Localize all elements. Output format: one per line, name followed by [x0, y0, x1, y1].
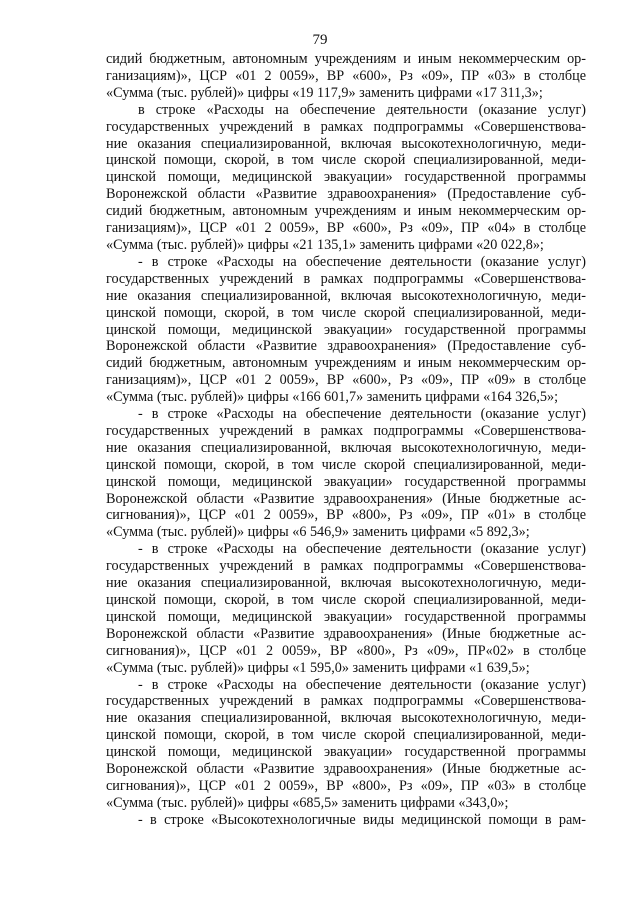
text-line: государственных учреждений в рамках подпрограммы «Совершенствова- [106, 422, 586, 439]
document-body [106, 51, 586, 829]
text-line: ние оказания специализированной, включая высокотехнологичную, меди- [106, 287, 586, 304]
paragraph-continuation [106, 51, 586, 102]
page-number: 79 [312, 32, 328, 48]
paragraph-item [106, 812, 586, 829]
text-line: Воронежской области «Развитие здравоохранения» (Иные бюджетные ас- [106, 625, 586, 642]
text-line: Воронежской области «Развитие здравоохранения» (Предоставление суб- [106, 186, 586, 203]
text-line: цинской помощи, медицинской эвакуации» государственной программы [106, 608, 586, 625]
text-line: - в строке «Высокотехнологичные виды медицинской помощи в рам- [138, 811, 586, 828]
paragraph-item [106, 541, 586, 676]
text-line: - в строке «Расходы на обеспечение деятельности (оказание услуг) [138, 676, 586, 693]
text-line: цинской помощи, медицинской эвакуации» государственной программы [106, 473, 586, 490]
text-line: сидий бюджетным, автономным учреждениям и иным некоммерческим ор- [106, 355, 586, 372]
text-line: «Сумма (тыс. рублей)» цифры «166 601,7» заменить цифрами «164 326,5»; [106, 389, 559, 406]
text-line: государственных учреждений в рамках подпрограммы «Совершенствова- [106, 693, 586, 710]
text-line: - в строке «Расходы на обеспечение деятельности (оказание услуг) [138, 541, 586, 558]
text-line: Воронежской области «Развитие здравоохранения» (Иные бюджетные ас- [106, 761, 586, 778]
text-line: - в строке «Расходы на обеспечение деятельности (оказание услуг) [138, 406, 586, 423]
text-line: ганизациям)», ЦСР «01 2 0059», ВР «600», Рз «09», ПР «09» в столбце [106, 372, 586, 389]
text-line: ние оказания специализированной, включая высокотехнологичную, меди- [106, 439, 586, 456]
text-line: «Сумма (тыс. рублей)» цифры «6 546,9» заменить цифрами «5 892,3»; [106, 524, 530, 541]
text-line: цинской помощи, скорой, в том числе скорой специализированной, меди- [106, 727, 586, 744]
text-line: сигнования)», ЦСР «01 2 0059», ВР «800», Рз «09», ПР «01» в столбце [106, 507, 586, 524]
text-line: «Сумма (тыс. рублей)» цифры «21 135,1» заменить цифрами «20 022,8»; [106, 236, 544, 253]
text-line: ние оказания специализированной, включая высокотехнологичную, меди- [106, 135, 586, 152]
text-line: государственных учреждений в рамках подпрограммы «Совершенствова- [106, 118, 586, 135]
text-line: сигнования)», ЦСР «01 2 0059», ВР «800», Рз «09», ПР«02» в столбце [106, 642, 586, 659]
paragraph-item [106, 406, 586, 541]
text-line: цинской помощи, медицинской эвакуации» государственной программы [106, 169, 586, 186]
text-line: сидий бюджетным, автономным учреждениям и иным некоммерческим ор- [106, 203, 586, 220]
text-line: «Сумма (тыс. рублей)» цифры «685,5» заменить цифрами «343,0»; [106, 794, 509, 811]
text-line: государственных учреждений в рамках подпрограммы «Совершенствова- [106, 270, 586, 287]
text-line: в строке «Расходы на обеспечение деятельности (оказание услуг) [138, 101, 586, 118]
text-line: ние оказания специализированной, включая высокотехнологичную, меди- [106, 575, 586, 592]
text-line: ние оказания специализированной, включая высокотехнологичную, меди- [106, 710, 586, 727]
text-line: - в строке «Расходы на обеспечение деятельности (оказание услуг) [138, 253, 586, 270]
paragraph-item [106, 254, 586, 406]
text-line: Воронежской области «Развитие здравоохранения» (Иные бюджетные ас- [106, 490, 586, 507]
text-line: цинской помощи, медицинской эвакуации» государственной программы [106, 321, 586, 338]
text-line: цинской помощи, медицинской эвакуации» государственной программы [106, 744, 586, 761]
text-line: цинской помощи, скорой, в том числе скорой специализированной, меди- [106, 456, 586, 473]
text-line: цинской помощи, скорой, в том числе скорой специализированной, меди- [106, 592, 586, 608]
text-line: государственных учреждений в рамках подпрограммы «Совершенствова- [106, 558, 586, 575]
text-line: «Сумма (тыс. рублей)» цифры «19 117,9» заменить цифрами «17 311,3»; [106, 84, 543, 101]
paragraph-item [106, 677, 586, 812]
text-line: сигнования)», ЦСР «01 2 0059», ВР «800», Рз «09», ПР «03» в столбце [106, 777, 586, 794]
text-line: цинской помощи, скорой, в том числе скорой специализированной, меди- [106, 152, 586, 169]
text-line: цинской помощи, скорой, в том числе скорой специализированной, меди- [106, 304, 586, 321]
text-line: сидий бюджетным, автономным учреждениям и иным некоммерческим ор- [106, 51, 586, 67]
text-line: ганизациям)», ЦСР «01 2 0059», ВР «600», Рз «09», ПР «03» в столбце [106, 67, 586, 84]
text-line: ганизациям)», ЦСР «01 2 0059», ВР «600», Рз «09», ПР «04» в столбце [106, 220, 586, 237]
paragraph-item [106, 102, 586, 254]
text-line: «Сумма (тыс. рублей)» цифры «1 595,0» заменить цифрами «1 639,5»; [106, 659, 530, 676]
text-line: Воронежской области «Развитие здравоохранения» (Предоставление суб- [106, 338, 586, 355]
